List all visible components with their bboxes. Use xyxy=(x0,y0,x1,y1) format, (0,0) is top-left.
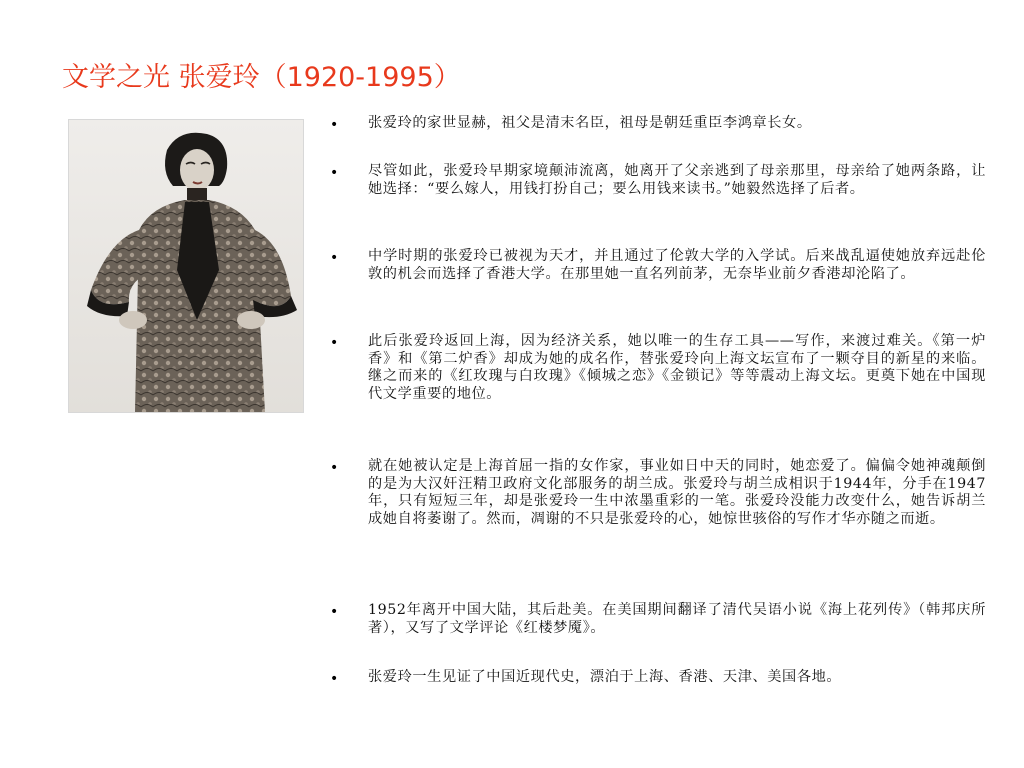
bullet-dot: • xyxy=(330,165,339,181)
bullet-dot: • xyxy=(330,335,339,351)
bullet-text: 1952年离开中国大陆，其后赴美。在美国期间翻译了清代吴语小说《海上花列传》（韩邦庆所著），又写了文学评论《红楼梦魇》。 xyxy=(368,602,986,636)
bullet-text: 中学时期的张爱玲已被视为天才，并且通过了伦敦大学的入学试。后来战乱逼使她放弃远赴伦敦的机会而选择了香港大学。在那里她一直名列前茅，无奈毕业前夕香港却沦陷了。 xyxy=(368,248,986,282)
bullet-text: 尽管如此，张爱玲早期家境颠沛流离，她离开了父亲逃到了母亲那里，母亲给了她两条路，让她选择：“要么嫁人，用钱打扮自己；要么用钱来读书。”她毅然选择了后者。 xyxy=(368,163,986,197)
bullet-dot: • xyxy=(330,460,339,476)
bullet-text: 此后张爱玲返回上海，因为经济关系，她以唯一的生存工具——写作，来渡过难关。《第一炉香》和《第二炉香》却成为她的成名作，替张爱玲向上海文坛宣布了一颗夺目的新星的来临。继之而来的《红玫瑰与白玫瑰》《倾城之恋》《金锁记》等等震动上海文坛。更奠下她在中国现代文学重要的地位。 xyxy=(368,333,986,402)
bullet-text: 就在她被认定是上海首屈一指的女作家，事业如日中天的同时，她恋爱了。偏偏令她神魂颠倒的是为大汉奸汪精卫政府文化部服务的胡兰成。张爱玲与胡兰成相识于1944年，分手在1947年，只有短短三年，却是张爱玲一生中浓墨重彩的一笔。张爱玲没能力改变什么，她告诉胡兰成她自将萎谢了。然而，凋谢的不只是张爱玲的心，她惊世骇俗的写作才华亦随之而逝。 xyxy=(368,458,986,527)
bullet-dot: • xyxy=(330,671,339,687)
bullet-dot: • xyxy=(330,250,339,266)
bullet-dot: • xyxy=(330,117,339,133)
bullet-dot: • xyxy=(330,604,339,620)
slide-title: 文学之光 张爱玲（1920-1995） xyxy=(62,62,461,93)
bullet-text: 张爱玲一生见证了中国近现代史，漂泊于上海、香港、天津、美国各地。 xyxy=(368,669,842,685)
bullet-text: 张爱玲的家世显赫，祖父是清末名臣，祖母是朝廷重臣李鸿章长女。 xyxy=(368,115,812,131)
